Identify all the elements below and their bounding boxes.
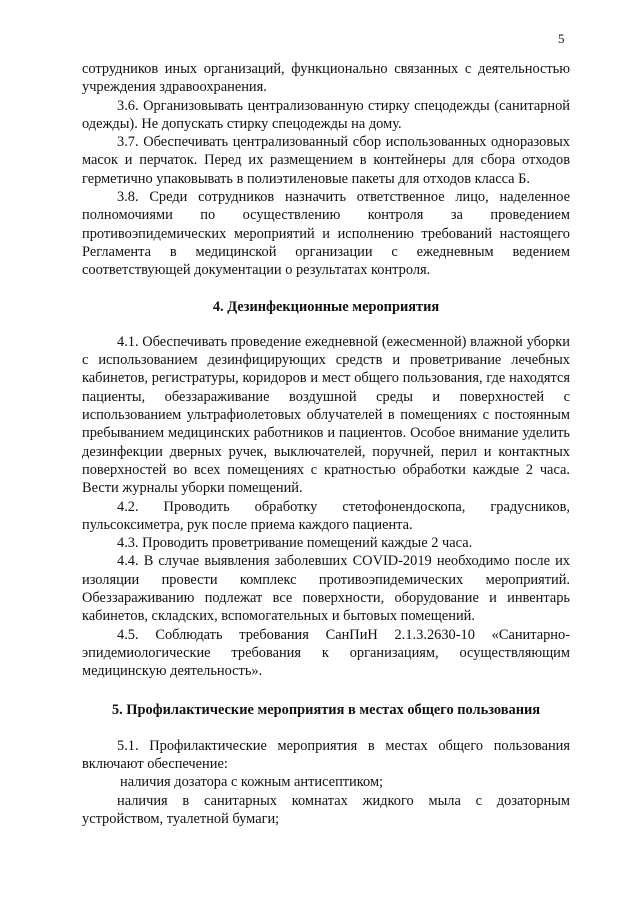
- paragraph-3-8: 3.8. Среди сотрудников назначить ответственное лицо, наделенное полномочиями по осуществлению контроля за проведением противоэпидемических мероприятий и исполнению требований настоящего Регламента в медицинской организации с ежедневным ведением соответствующей документации о результатах контроля.: [82, 189, 570, 279]
- section-4-heading: 4. Дезинфекционные мероприятия: [212, 298, 440, 315]
- document-body: [82, 60, 570, 828]
- paragraph-4-5: 4.5. Соблюдать требования СанПиН 2.1.3.2630-10 «Санитарно-эпидемиологические требования к организациям, осуществляющим медицинскую деятельность».: [82, 626, 570, 680]
- paragraph-4-3: 4.3. Проводить проветривание помещений каждые 2 часа.: [117, 535, 473, 552]
- list-item-liquid-soap: наличия в санитарных комнатах жидкого мыла с дозаторным устройством, туалетной бумаги;: [82, 792, 570, 827]
- paragraph-3-6: 3.6. Организовывать централизованную стирку спецодежды (санитарной одежды). Не допускать стирку спецодежды на дому.: [82, 97, 570, 132]
- paragraph-continuation: сотрудников иных организаций, функционально связанных с деятельностью учреждения здравоохранения.: [82, 61, 570, 96]
- page-number: 5: [558, 31, 565, 46]
- list-item-antiseptic-dispenser: наличия дозатора с кожным антисептиком;: [120, 774, 384, 791]
- paragraph-4-4: 4.4. В случае выявления заболевших COVID-2019 необходимо после их изоляции провести комплекс противоэпидемических мероприятий. Обеззараживанию подлежат все поверхности, оборудование и инвентарь кабинетов, складских, вспомогательных и бытовых помещений.: [82, 553, 570, 625]
- paragraph-3-7: 3.7. Обеспечивать централизованный сбор использованных одноразовых масок и перчаток. Перед их размещением в контейнеры для сбора отходов герметично упаковывать в полиэтиленовые пакеты для отходов класса Б.: [82, 134, 570, 187]
- paragraph-4-2: 4.2. Проводить обработку стетофонендоскопа, градусников, пульсоксиметра, рук после приема каждого пациента.: [82, 498, 570, 533]
- section-5-heading: 5. Профилактические мероприятия в местах общего пользования: [111, 701, 541, 718]
- paragraph-5-1: 5.1. Профилактические мероприятия в местах общего пользования включают обеспечение:: [82, 737, 570, 773]
- paragraph-4-1: 4.1. Обеспечивать проведение ежедневной (ежесменной) влажной уборки с использованием дезинфицирующих средств и проветривание лечебных кабинетов, регистратуры, коридоров и мест общего пользования, где находятся пациенты, обеззараживание воздушной среды и поверхностей с использованием ультрафиолетовых облучателей в помещениях с постоянным пребыванием медицинских работников и пациентов. Особое внимание уделить дезинфекции дверных ручек, выключателей, поручней, перил и контактных поверхностей во всех помещениях с кратностью обработки каждые 2 часа. Вести журналы уборки помещений.: [82, 333, 570, 497]
